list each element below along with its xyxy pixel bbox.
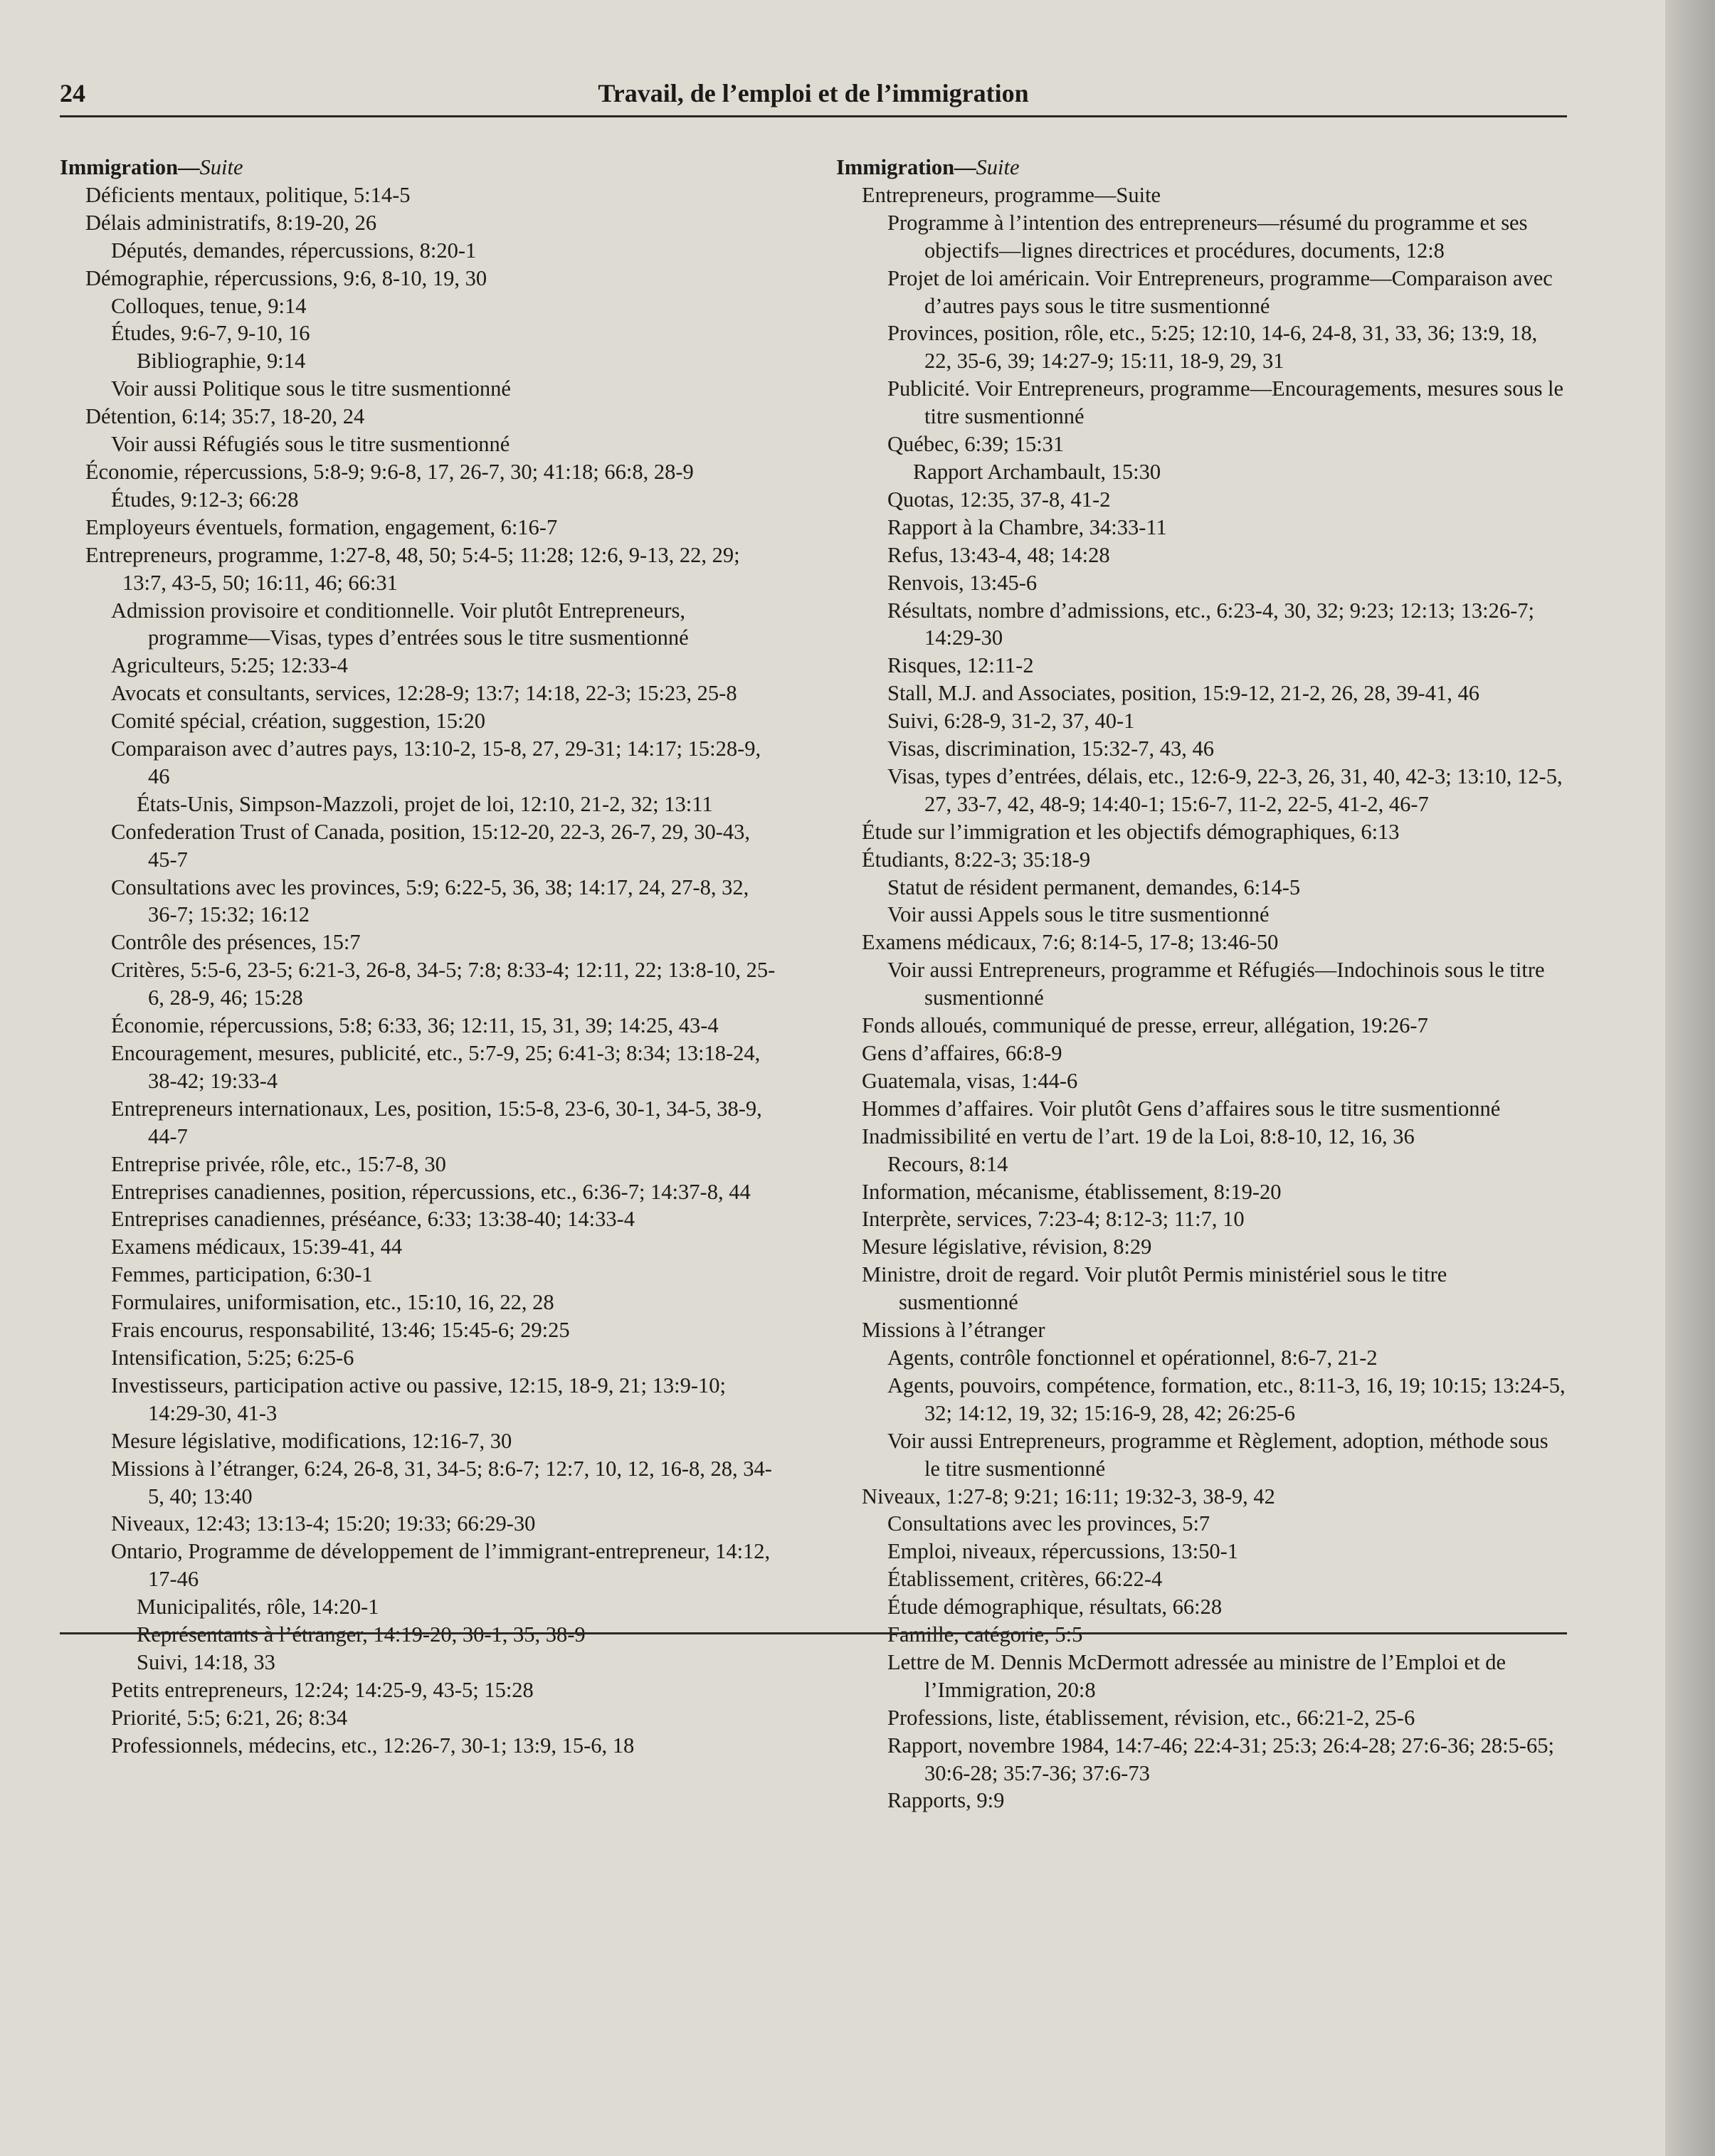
index-heading: Immigration— [60,155,200,179]
index-entry: Étude sur l’immigration et les objectifs démographiques, 6:13 [862,819,1400,844]
index-entry: Publicité. Voir Entrepreneurs, programme—Encouragements, mesures sous le titre susmentionné [887,376,1564,429]
index-entry: Députés, demandes, répercussions, 8:20-1 [111,238,477,263]
index-entry: Femmes, participation, 6:30-1 [111,1262,373,1287]
page-number: 24 [60,79,85,107]
index-entry: Voir aussi Entrepreneurs, programme et Règlement, adoption, méthode sous le titre susmentionné [887,1428,1548,1481]
index-entry: Intensification, 5:25; 6:25-6 [111,1345,354,1370]
index-heading: Immigration— [836,155,976,179]
index-entry: Examens médicaux, 7:6; 8:14-5, 17-8; 13:46-50 [862,930,1279,955]
index-entry: Agriculteurs, 5:25; 12:33-4 [111,653,348,678]
index-entry: Économie, répercussions, 5:8-9; 9:6-8, 17, 26-7, 30; 41:18; 66:8, 28-9 [85,459,694,484]
index-entry: États-Unis, Simpson-Mazzoli, projet de loi, 12:10, 21-2, 32; 13:11 [137,791,713,816]
index-entry: Détention, 6:14; 35:7, 18-20, 24 [85,404,365,429]
index-entry: Délais administratifs, 8:19-20, 26 [85,210,377,235]
index-entry: Frais encourus, responsabilité, 13:46; 15:45-6; 29:25 [111,1318,570,1343]
index-entry: Famille, catégorie, 5:5 [887,1622,1083,1647]
index-entry: Contrôle des présences, 15:7 [111,930,361,955]
index-entry: Niveaux, 12:43; 13:13-4; 15:20; 19:33; 66:29-30 [111,1511,536,1536]
index-entry: Stall, M.J. and Associates, position, 15:9-12, 21-2, 26, 28, 39-41, 46 [887,681,1479,706]
index-heading-suite: Suite [199,155,243,179]
index-entry: Critères, 5:5-6, 23-5; 6:21-3, 26-8, 34-5; 7:8; 8:33-4; 12:11, 22; 13:8-10, 25-6, 28-9, 46; 15:28 [111,958,776,1010]
index-entry: Admission provisoire et conditionnelle. Voir plutôt Entrepreneurs, programme—Visas, types d’entrées sous le titre susmentionné [111,598,689,650]
index-entry: Entreprises canadiennes, préséance, 6:33; 13:38-40; 14:33-4 [111,1207,635,1232]
index-entry: Comparaison avec d’autres pays, 13:10-2, 15-8, 27, 29-31; 14:17; 15:28-9, 46 [111,736,761,788]
bottom-rule [60,1632,1567,1634]
index-entry: Gens d’affaires, 66:8-9 [862,1041,1062,1065]
index-entry: Professionnels, médecins, etc., 12:26-7, 30-1; 13:9, 15-6, 18 [111,1733,635,1758]
index-entry: Missions à l’étranger, 6:24, 26-8, 31, 34-5; 8:6-7; 12:7, 10, 12, 16-8, 28, 34-5, 40; 13:40 [111,1456,772,1508]
index-entry: Refus, 13:43-4, 48; 14:28 [887,542,1110,567]
index-entry: Rapports, 9:9 [887,1788,1005,1813]
running-title: Travail, de l’emploi et de l’immigration [598,79,1029,107]
index-entry: Voir aussi Entrepreneurs, programme et Réfugiés—Indochinois sous le titre susmentionné [887,958,1545,1010]
index-entry: Guatemala, visas, 1:44-6 [862,1068,1078,1093]
index-entry: Municipalités, rôle, 14:20-1 [137,1595,379,1619]
index-entry: Inadmissibilité en vertu de l’art. 19 de la Loi, 8:8-10, 12, 16, 36 [862,1124,1415,1148]
index-entry: Voir aussi Appels sous le titre susmentionné [887,902,1270,927]
index-entry: Études, 9:6-7, 9-10, 16 [111,321,310,346]
index-entry: Provinces, position, rôle, etc., 5:25; 12:10, 14-6, 24-8, 31, 33, 36; 13:9, 18, 22, 35-6, 39; 14:27-9; 15:11, 18-9, 29, 31 [887,321,1538,374]
index-entry: Étude démographique, résultats, 66:28 [887,1595,1223,1619]
index-entry: Économie, répercussions, 5:8; 6:33, 36; 12:11, 15, 31, 39; 14:25, 43-4 [111,1013,719,1038]
index-entry: Mesure législative, révision, 8:29 [862,1235,1152,1259]
index-entry: Fonds alloués, communiqué de presse, erreur, allégation, 19:26-7 [862,1013,1428,1038]
index-entry: Rapport, novembre 1984, 14:7-46; 22:4-31; 25:3; 26:4-28; 27:6-36; 28:5-65; 30:6-28; 35:7-36; 37:6-73 [887,1733,1554,1785]
index-entry: Interprète, services, 7:23-4; 8:12-3; 11:7, 10 [862,1207,1245,1232]
index-entry: Hommes d’affaires. Voir plutôt Gens d’affaires sous le titre susmentionné [862,1096,1501,1121]
index-entry: Lettre de M. Dennis McDermott adressée au ministre de l’Emploi et de l’Immigration, 20:8 [887,1649,1506,1702]
index-entry [60,154,779,181]
index-entry: Formulaires, uniformisation, etc., 15:10, 16, 22, 28 [111,1290,554,1315]
index-entry: Suivi, 6:28-9, 31-2, 37, 40-1 [887,709,1135,734]
index-entry: Entrepreneurs internationaux, Les, position, 15:5-8, 23-6, 30-1, 34-5, 38-9, 44-7 [111,1096,762,1148]
index-entry: Études, 9:12-3; 66:28 [111,487,299,512]
index-entry: Statut de résident permanent, demandes, 6:14-5 [887,874,1301,899]
index-entry: Colloques, tenue, 9:14 [111,293,307,318]
index-entry: Mesure législative, modifications, 12:16-7, 30 [111,1428,512,1453]
index-entry: Risques, 12:11-2 [887,653,1034,678]
index-entry: Voir aussi Politique sous le titre susmentionné [111,376,511,401]
index-entry: Examens médicaux, 15:39-41, 44 [111,1235,403,1259]
index-entry: Entrepreneurs, programme—Suite [862,182,1161,207]
index-entry: Avocats et consultants, services, 12:28-9; 13:7; 14:18, 22-3; 15:23, 25-8 [111,681,737,706]
index-entry: Encouragement, mesures, publicité, etc., 5:7-9, 25; 6:41-3; 8:34; 13:18-24, 38-42; 19:33-4 [111,1041,761,1093]
index-entry: Rapport à la Chambre, 34:33-11 [887,514,1167,539]
index-entry: Consultations avec les provinces, 5:9; 6:22-5, 36, 38; 14:17, 24, 27-8, 32, 36-7; 15:32; 16:12 [111,874,749,927]
index-entry: Visas, types d’entrées, délais, etc., 12:6-9, 22-3, 26, 31, 40, 42-3; 13:10, 12-5, 27, 33-7, 42, 48-9; 14:40-1; 15:6-7, 11-2, 22-5, 41-2, 46-7 [887,763,1563,816]
index-heading-suite: Suite [976,155,1020,179]
index-entry: Agents, pouvoirs, compétence, formation, etc., 8:11-3, 16, 19; 10:15; 13:24-5, 32; 14:12, 19, 32; 15:16-9, 28, 42; 26:25-6 [887,1373,1566,1425]
index-entry: Projet de loi américain. Voir Entrepreneurs, programme—Comparaison avec d’autres pays sous le titre susmentionné [887,265,1553,318]
index-entry: Suivi, 14:18, 33 [137,1649,275,1674]
index-entry: Employeurs éventuels, formation, engagement, 6:16-7 [85,514,558,539]
index-entry: Bibliographie, 9:14 [137,349,306,374]
index-entry: Ministre, droit de regard. Voir plutôt Permis ministériel sous le titre susmentionné [862,1262,1447,1315]
index-entry: Québec, 6:39; 15:31 [887,432,1065,457]
index-entry: Voir aussi Réfugiés sous le titre susmentionné [111,432,510,457]
index-entry: Entreprises canadiennes, position, répercussions, etc., 6:36-7; 14:37-8, 44 [111,1179,751,1204]
index-entry: Niveaux, 1:27-8; 9:21; 16:11; 19:32-3, 38-9, 42 [862,1484,1275,1508]
page-edge-shadow [1665,0,1715,2156]
index-entry: Professions, liste, établissement, révision, etc., 66:21-2, 25-6 [887,1705,1415,1730]
index-entry: Visas, discrimination, 15:32-7, 43, 46 [887,736,1215,761]
index-entry: Missions à l’étranger [862,1318,1045,1343]
index-entry: Confederation Trust of Canada, position, 15:12-20, 22-3, 26-7, 29, 30-43, 45-7 [111,819,750,872]
index-entry: Représentants à l’étranger, 14:19-20, 30-1, 35, 38-9 [137,1622,586,1647]
index-entry: Emploi, niveaux, répercussions, 13:50-1 [887,1539,1238,1564]
index-entry: Entreprise privée, rôle, etc., 15:7-8, 30 [111,1151,446,1176]
index-entry: Petits entrepreneurs, 12:24; 14:25-9, 43-5; 15:28 [111,1677,534,1702]
index-entry: Information, mécanisme, établissement, 8:19-20 [862,1179,1282,1204]
index-entry: Investisseurs, participation active ou passive, 12:15, 18-9, 21; 13:9-10; 14:29-30, 41-3 [111,1373,727,1425]
index-entry: Recours, 8:14 [887,1151,1008,1176]
index-entry: Renvois, 13:45-6 [887,570,1038,595]
index-column-right [836,154,1569,1814]
index-entry: Déficients mentaux, politique, 5:14-5 [85,182,411,207]
index-entry: Priorité, 5:5; 6:21, 26; 8:34 [111,1705,348,1730]
index-entry: Consultations avec les provinces, 5:7 [887,1511,1210,1536]
index-entry: Résultats, nombre d’admissions, etc., 6:23-4, 30, 32; 9:23; 12:13; 13:26-7; 14:29-30 [887,598,1534,650]
index-entry: Agents, contrôle fonctionnel et opérationnel, 8:6-7, 21-2 [887,1345,1378,1370]
index-entry: Étudiants, 8:22-3; 35:18-9 [862,847,1091,872]
index-entry: Entrepreneurs, programme, 1:27-8, 48, 50; 5:4-5; 11:28; 12:6, 9-13, 22, 29; 13:7, 43-5, 50; 16:11, 46; 66:31 [85,542,740,595]
index-entry: Comité spécial, création, suggestion, 15:20 [111,709,486,734]
index-entry: Quotas, 12:35, 37-8, 41-2 [887,487,1111,512]
index-entry: Établissement, critères, 66:22-4 [887,1567,1163,1592]
index-entry [836,154,1569,181]
index-entry: Ontario, Programme de développement de l’immigrant-entrepreneur, 14:12, 17-46 [111,1539,771,1592]
index-column-left [60,154,779,1760]
index-entry: Démographie, répercussions, 9:6, 8-10, 19, 30 [85,265,487,290]
page-header [60,78,1567,117]
index-entry: Rapport Archambault, 15:30 [913,459,1161,484]
index-entry: Programme à l’intention des entrepreneurs—résumé du programme et ses objectifs—lignes directrices et procédures, documents, 12:8 [887,210,1528,263]
